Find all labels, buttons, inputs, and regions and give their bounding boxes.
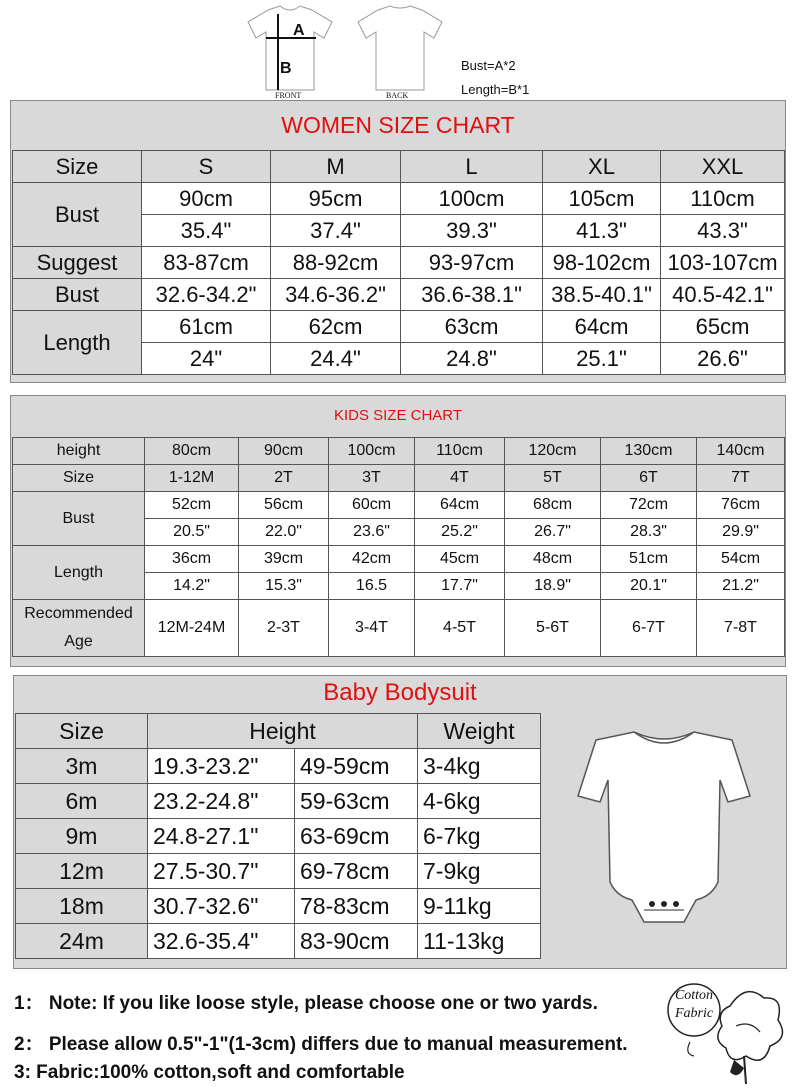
table-cell: 43.3" [661, 215, 785, 247]
tshirt-back-icon [350, 4, 450, 94]
table-cell: 32.6-35.4" [148, 924, 295, 959]
table-cell: 103-107cm [661, 247, 785, 279]
table-cell: 83-87cm [142, 247, 271, 279]
table-row [13, 546, 785, 573]
height-label: height [13, 438, 145, 465]
table-cell: 63-69cm [295, 819, 418, 854]
table-cell: 64cm [543, 311, 661, 343]
table-cell: 7-8T [697, 600, 785, 657]
table-cell: 24.8" [401, 343, 543, 375]
table-cell: 110cm [661, 183, 785, 215]
front-label: FRONT [275, 91, 302, 100]
table-cell: 16.5 [329, 573, 415, 600]
table-cell: 90cm [239, 438, 329, 465]
table-cell: 41.3" [543, 215, 661, 247]
table-cell: 39.3" [401, 215, 543, 247]
size-header: Size [16, 714, 148, 749]
table-cell: 1-12M [145, 465, 239, 492]
size-l: L [401, 151, 543, 183]
size-header: Size [13, 151, 142, 183]
table-cell: 2-3T [239, 600, 329, 657]
table-row [16, 924, 541, 959]
cotton-fabric-logo [660, 976, 790, 1086]
table-cell: 29.9" [697, 519, 785, 546]
baby-chart-title: Baby Bodysuit [323, 679, 477, 706]
table-cell: 23.2-24.8" [148, 784, 295, 819]
table-cell: 3-4kg [418, 749, 541, 784]
kids-chart-title: KIDS SIZE CHART [333, 407, 463, 424]
women-chart-title: WOMEN SIZE CHART [281, 112, 515, 138]
table-cell: 7T [697, 465, 785, 492]
table-cell: 130cm [601, 438, 697, 465]
table-cell: 3-4T [329, 600, 415, 657]
baby-size-table [15, 713, 541, 959]
bust-label: Bust [13, 183, 142, 247]
note-1: 1： Note: If you like loose style, please choose one or two yards. [14, 993, 598, 1014]
table-row [13, 600, 785, 657]
table-cell: 95cm [271, 183, 401, 215]
table-cell: 17.7" [415, 573, 505, 600]
length-label: Length [13, 311, 142, 375]
table-cell: 6-7kg [418, 819, 541, 854]
table-cell: 63cm [401, 311, 543, 343]
table-cell: 72cm [601, 492, 697, 519]
table-cell: 69-78cm [295, 854, 418, 889]
table-cell: 23.6" [329, 519, 415, 546]
table-cell: 2T [239, 465, 329, 492]
table-cell: 4-6kg [418, 784, 541, 819]
table-cell: 24" [142, 343, 271, 375]
table-cell: 11-13kg [418, 924, 541, 959]
table-cell: 9-11kg [418, 889, 541, 924]
table-cell: 6T [601, 465, 697, 492]
table-cell: 98-102cm [543, 247, 661, 279]
table-cell: 93-97cm [401, 247, 543, 279]
age-label-line-1: Recommended [24, 605, 133, 622]
size-s: S [142, 151, 271, 183]
table-cell: 5-6T [505, 600, 601, 657]
table-cell: 4-5T [415, 600, 505, 657]
table-cell: 20.5" [145, 519, 239, 546]
table-cell: 24.8-27.1" [148, 819, 295, 854]
table-cell: 18m [16, 889, 148, 924]
table-row [13, 311, 785, 343]
table-cell: 5T [505, 465, 601, 492]
table-cell: 110cm [415, 438, 505, 465]
table-cell: 64cm [415, 492, 505, 519]
table-cell: 12M-24M [145, 600, 239, 657]
women-size-table [12, 150, 785, 375]
length-formula: Length=B*1 [461, 82, 530, 97]
table-cell: 4T [415, 465, 505, 492]
table-cell: 60cm [329, 492, 415, 519]
table-cell: 9m [16, 819, 148, 854]
bust-label: Bust [13, 492, 145, 546]
table-cell: 36.6-38.1" [401, 279, 543, 311]
table-cell: 90cm [142, 183, 271, 215]
table-row [16, 819, 541, 854]
suggest-bust-label: Bust [13, 279, 142, 311]
height-header: Height [148, 714, 418, 749]
table-cell: 59-63cm [295, 784, 418, 819]
recommended-age-label [13, 600, 145, 657]
table-cell: 48cm [505, 546, 601, 573]
table-cell: 80cm [145, 438, 239, 465]
table-cell: 3T [329, 465, 415, 492]
table-cell: 15.3" [239, 573, 329, 600]
table-cell: 27.5-30.7" [148, 854, 295, 889]
table-cell: 25.2" [415, 519, 505, 546]
table-cell: 14.2" [145, 573, 239, 600]
table-cell: 28.3" [601, 519, 697, 546]
table-cell: 61cm [142, 311, 271, 343]
kids-size-table [12, 437, 785, 657]
table-cell: 18.9" [505, 573, 601, 600]
table-cell: 30.7-32.6" [148, 889, 295, 924]
table-row [13, 247, 785, 279]
table-cell: 100cm [329, 438, 415, 465]
suggest-label: Suggest [13, 247, 142, 279]
note-3: 3: Fabric:100% cotton,soft and comfortable [14, 1062, 405, 1083]
weight-header: Weight [418, 714, 541, 749]
table-row [13, 183, 785, 215]
table-cell: 76cm [697, 492, 785, 519]
table-cell: 37.4" [271, 215, 401, 247]
fabric-label: Fabric [674, 1006, 714, 1021]
table-cell: 83-90cm [295, 924, 418, 959]
table-row [16, 854, 541, 889]
table-cell: 6-7T [601, 600, 697, 657]
table-cell: 65cm [661, 311, 785, 343]
table-cell: 88-92cm [271, 247, 401, 279]
cotton-label: Cotton [674, 988, 714, 1003]
table-cell: 32.6-34.2" [142, 279, 271, 311]
table-cell: 52cm [145, 492, 239, 519]
table-cell: 21.2" [697, 573, 785, 600]
table-cell: 78-83cm [295, 889, 418, 924]
table-cell: 39cm [239, 546, 329, 573]
table-cell: 62cm [271, 311, 401, 343]
table-cell: 42cm [329, 546, 415, 573]
table-cell: 24m [16, 924, 148, 959]
table-cell: 120cm [505, 438, 601, 465]
table-row [13, 465, 785, 492]
table-cell: 56cm [239, 492, 329, 519]
size-xl: XL [543, 151, 661, 183]
table-cell: 51cm [601, 546, 697, 573]
table-cell: 22.0" [239, 519, 329, 546]
table-row [16, 784, 541, 819]
bust-formula: Bust=A*2 [461, 58, 516, 73]
table-cell: 105cm [543, 183, 661, 215]
table-cell: 7-9kg [418, 854, 541, 889]
table-row [16, 749, 541, 784]
table-cell: 54cm [697, 546, 785, 573]
table-cell: 19.3-23.2" [148, 749, 295, 784]
table-cell: 45cm [415, 546, 505, 573]
size-label: Size [13, 465, 145, 492]
table-cell: 140cm [697, 438, 785, 465]
table-row [16, 889, 541, 924]
table-cell: 24.4" [271, 343, 401, 375]
table-row [16, 714, 541, 749]
size-m: M [271, 151, 401, 183]
table-cell: 25.1" [543, 343, 661, 375]
table-cell: 26.6" [661, 343, 785, 375]
length-label: Length [13, 546, 145, 600]
shirt-diagram [240, 4, 560, 100]
table-cell: 6m [16, 784, 148, 819]
table-row [13, 438, 785, 465]
table-cell: 34.6-36.2" [271, 279, 401, 311]
table-cell: 3m [16, 749, 148, 784]
table-cell: 36cm [145, 546, 239, 573]
table-row [13, 279, 785, 311]
size-xxl: XXL [661, 151, 785, 183]
table-cell: 49-59cm [295, 749, 418, 784]
label-a: A [293, 22, 305, 39]
note-2: 2： Please allow 0.5"-1"(1-3cm) differs due to manual measurement. [14, 1034, 628, 1055]
age-label-line-2: Age [64, 633, 93, 650]
table-row [13, 492, 785, 519]
table-cell: 40.5-42.1" [661, 279, 785, 311]
table-cell: 68cm [505, 492, 601, 519]
label-b: B [280, 60, 292, 77]
back-label: BACK [386, 91, 409, 100]
bodysuit-icon [572, 724, 756, 934]
table-row [13, 151, 785, 183]
tshirt-front-icon [240, 4, 340, 94]
table-cell: 100cm [401, 183, 543, 215]
table-cell: 12m [16, 854, 148, 889]
table-cell: 26.7" [505, 519, 601, 546]
table-cell: 20.1" [601, 573, 697, 600]
table-cell: 35.4" [142, 215, 271, 247]
table-cell: 38.5-40.1" [543, 279, 661, 311]
